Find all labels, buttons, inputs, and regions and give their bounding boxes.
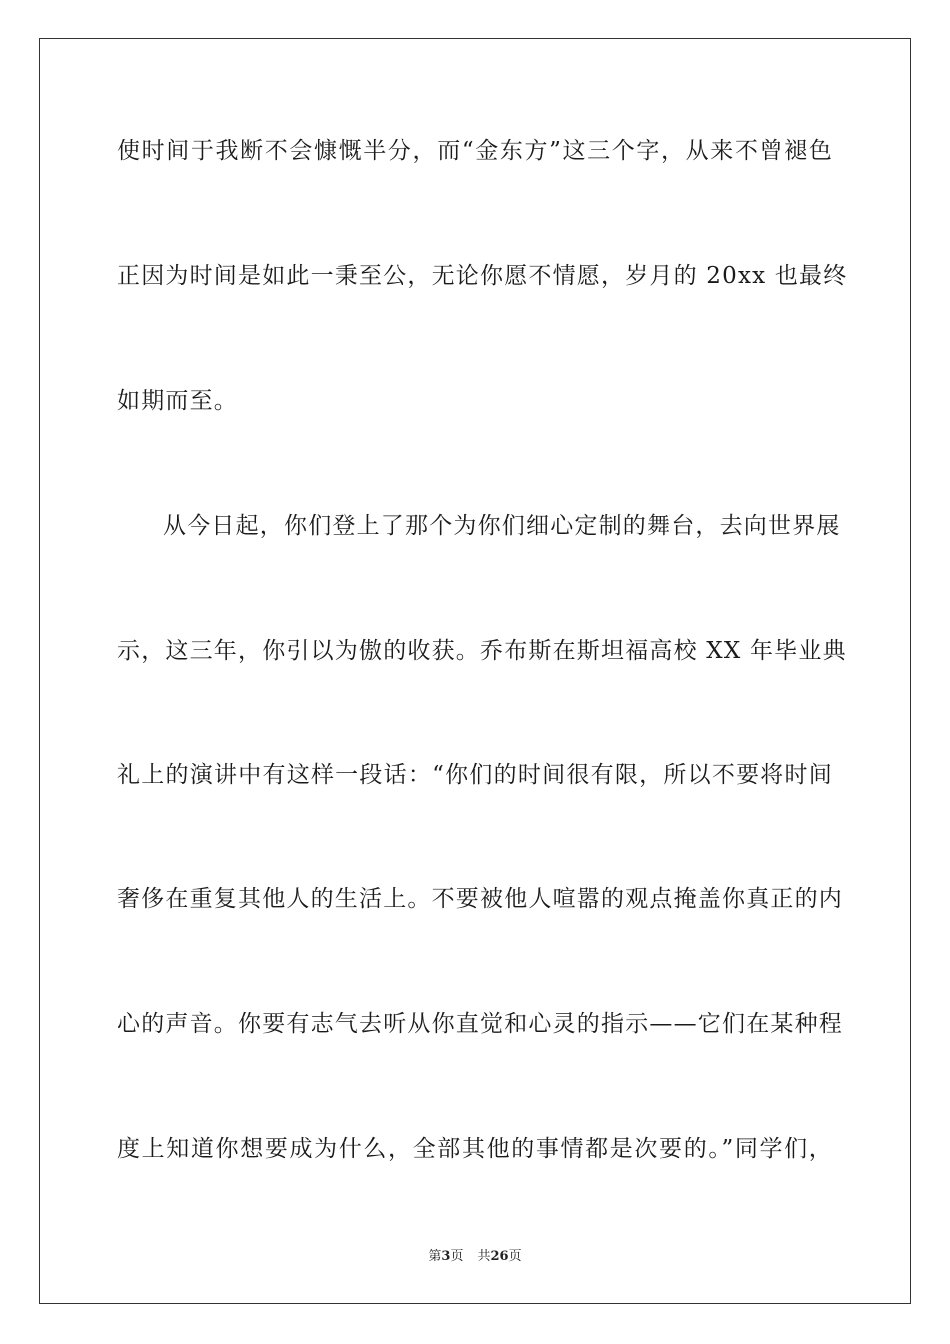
body-text-line: 度上知道你想要成为什么，全部其他的事情都是次要的。”同学们， — [117, 1136, 833, 1162]
current-page-number: 3 — [441, 1249, 451, 1264]
body-text-line: 示，这三年，你引以为傲的收获。乔布斯在斯坦福高校 XX 年毕业典 — [117, 638, 847, 664]
paragraph-first-line: 从今日起，你们登上了那个为你们细心定制的舞台，去向世界展 — [163, 513, 841, 539]
body-text-line: 心的声音。你要有志气去听从你直觉和心灵的指示——它们在某种程 — [117, 1011, 843, 1037]
page-prefix: 第 — [428, 1249, 442, 1264]
body-text-line: 正因为时间是如此一秉至公，无论你愿不情愿，岁月的 20xx 也最终 — [117, 263, 848, 289]
page-border — [39, 38, 911, 1304]
page-footer — [0, 1248, 950, 1266]
total-prefix: 共 — [477, 1249, 491, 1264]
total-page-count: 26 — [490, 1249, 509, 1264]
body-text-line: 使时间于我断不会慷慨半分，而“金东方”这三个字，从来不曾褪色 — [117, 138, 833, 164]
total-suffix: 页 — [508, 1249, 522, 1264]
body-text-line: 如期而至。 — [117, 388, 238, 414]
page-suffix: 页 — [450, 1249, 464, 1264]
body-text-line: 礼上的演讲中有这样一段话：“你们的时间很有限，所以不要将时间 — [117, 762, 833, 788]
body-text-line: 奢侈在重复其他人的生活上。不要被他人喧嚣的观点掩盖你真正的内 — [117, 886, 843, 912]
